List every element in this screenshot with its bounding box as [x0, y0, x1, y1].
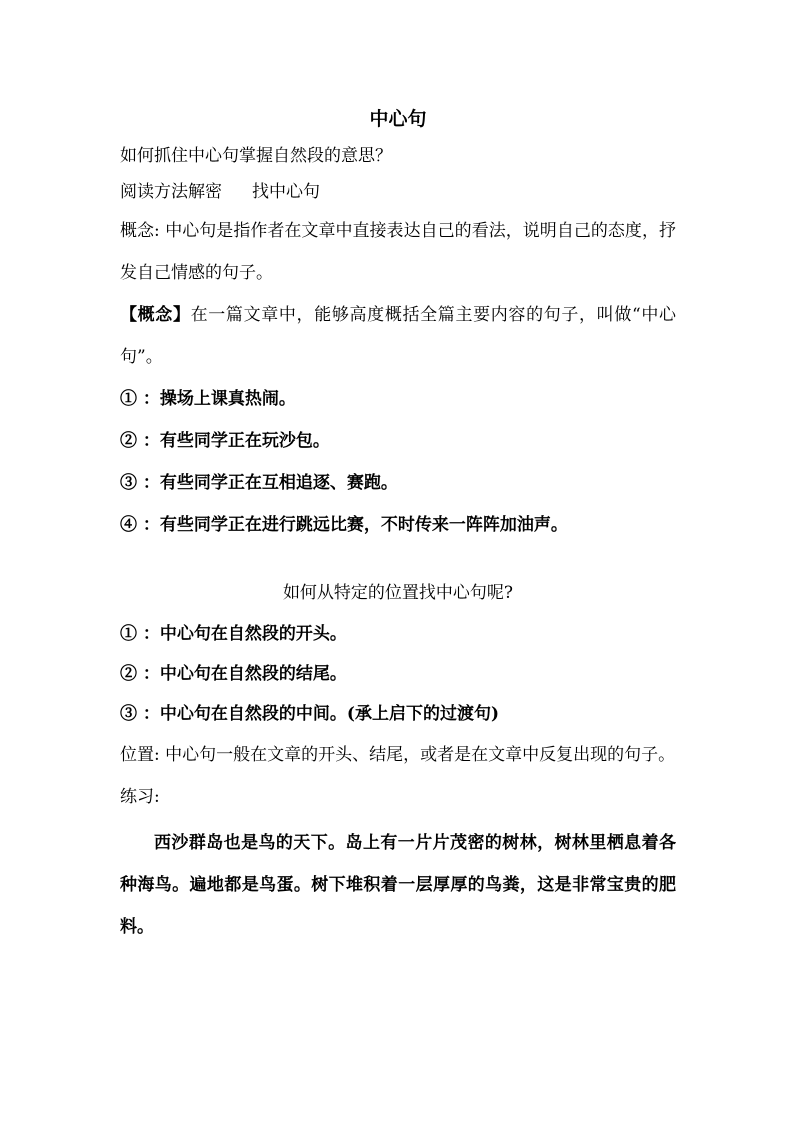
item-text: ：操场上课真热闹。 — [142, 389, 296, 409]
position-list — [120, 614, 676, 734]
question-line: 如何抓住中心句掌握自然段的意思？ — [120, 146, 392, 166]
list-item — [120, 654, 676, 694]
practice-label: 练习: — [120, 787, 160, 807]
item-mark: ② — [120, 664, 137, 684]
item-mark: ① — [120, 624, 137, 644]
item-mark: ③ — [120, 704, 137, 724]
concept-tag: 【概念】 — [120, 305, 191, 325]
item-text: ：有些同学正在进行跳远比赛，不时传来一阵阵加油声。 — [142, 515, 568, 535]
list-item — [120, 462, 676, 504]
item-mark: ④ — [120, 515, 137, 535]
item-mark: ① — [120, 389, 137, 409]
item-text: ：有些同学正在互相追逐、赛跑。 — [142, 473, 398, 493]
document-title: 中心句 — [369, 108, 427, 130]
item-mark: ③ — [120, 473, 137, 493]
item-text: ：中心句在自然段的中间。(承上启下的过渡句) — [142, 704, 500, 724]
practice-paragraph: 西沙群岛也是鸟的天下。岛上有一片片茂密的树林，树林里栖息着各种海鸟。遍地都是鸟蛋。树下堆积着一层厚厚的鸟粪，这是非常宝贵的肥料。 — [120, 833, 676, 937]
example-list — [120, 378, 676, 546]
concept-text: 在一篇文章中，能够高度概括全篇主要内容的句子，叫做“中心句”。 — [120, 305, 676, 367]
section-gap — [120, 546, 676, 572]
concept-block — [120, 294, 676, 378]
item-mark: ② — [120, 431, 137, 451]
list-item — [120, 694, 676, 734]
item-text: ：中心句在自然段的结尾。 — [142, 664, 347, 684]
list-item — [120, 378, 676, 420]
item-text: ：有些同学正在玩沙包。 — [142, 431, 330, 451]
method-line — [120, 174, 676, 210]
concept-definition: 概念: 中心句是指作者在文章中直接表达自己的看法，说明自己的态度，抒发自己情感的句子。 — [120, 221, 676, 283]
method-value: 找中心句 — [252, 182, 320, 202]
list-item — [120, 614, 676, 654]
list-item — [120, 504, 676, 546]
document-page — [120, 100, 676, 948]
method-label: 阅读方法解密 — [120, 182, 222, 202]
list-item — [120, 420, 676, 462]
section-heading: 如何从特定的位置找中心句呢? — [282, 583, 514, 603]
item-text: ：中心句在自然段的开头。 — [142, 624, 347, 644]
position-note: 位置: 中心句一般在文章的开头、结尾，或者是在文章中反复出现的句子。 — [120, 745, 676, 765]
